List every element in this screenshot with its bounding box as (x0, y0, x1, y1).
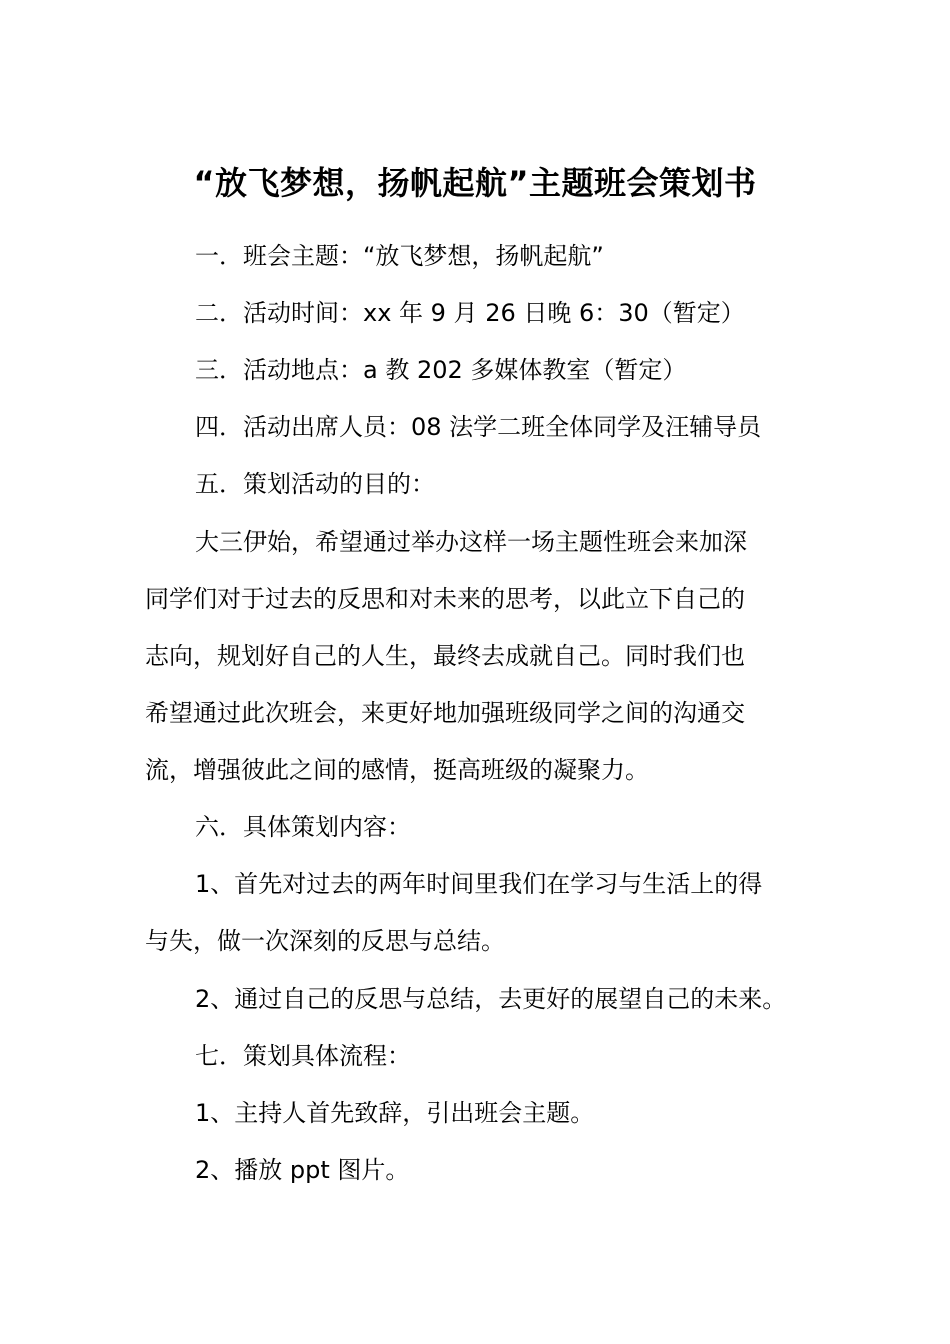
purpose-line-1: 大三伊始，希望通过举办这样一场主题性班会来加深 (195, 528, 747, 556)
purpose-line-4: 希望通过此次班会，来更好地加强班级同学之间的沟通交 (145, 699, 745, 727)
item-purpose-heading: 五．策划活动的目的： (195, 470, 435, 498)
flow-item-2: 2、播放 ppt 图片。 (195, 1156, 410, 1184)
flow-item-1: 1、主持人首先致辞，引出班会主题。 (195, 1099, 595, 1127)
content-item-1-line-2: 与失，做一次深刻的反思与总结。 (145, 927, 505, 955)
section7-heading: 七．策划具体流程： (195, 1042, 411, 1070)
item-theme: 一．班会主题：“放飞梦想，扬帆起航” (195, 242, 604, 270)
purpose-line-5: 流，增强彼此之间的感情，挺高班级的凝聚力。 (145, 756, 649, 784)
content-item-2: 2、通过自己的反思与总结，去更好的展望自己的未来。 (195, 985, 787, 1013)
item-time: 二．活动时间：xx 年 9 月 26 日晚 6：30（暂定） (195, 299, 745, 327)
content-item-1-line-1: 1、首先对过去的两年时间里我们在学习与生活上的得 (195, 870, 763, 898)
purpose-line-2: 同学们对于过去的反思和对未来的思考，以此立下自己的 (145, 585, 745, 613)
section6-heading: 六．具体策划内容： (195, 813, 411, 841)
item-location: 三．活动地点：a 教 202 多媒体教室（暂定） (195, 356, 687, 384)
document-title: “放飞梦想，扬帆起航”主题班会策划书 (193, 164, 757, 202)
purpose-line-3: 志向，规划好自己的人生，最终去成就自己。同时我们也 (145, 642, 745, 670)
item-attendees: 四．活动出席人员：08 法学二班全体同学及汪辅导员 (195, 413, 762, 441)
